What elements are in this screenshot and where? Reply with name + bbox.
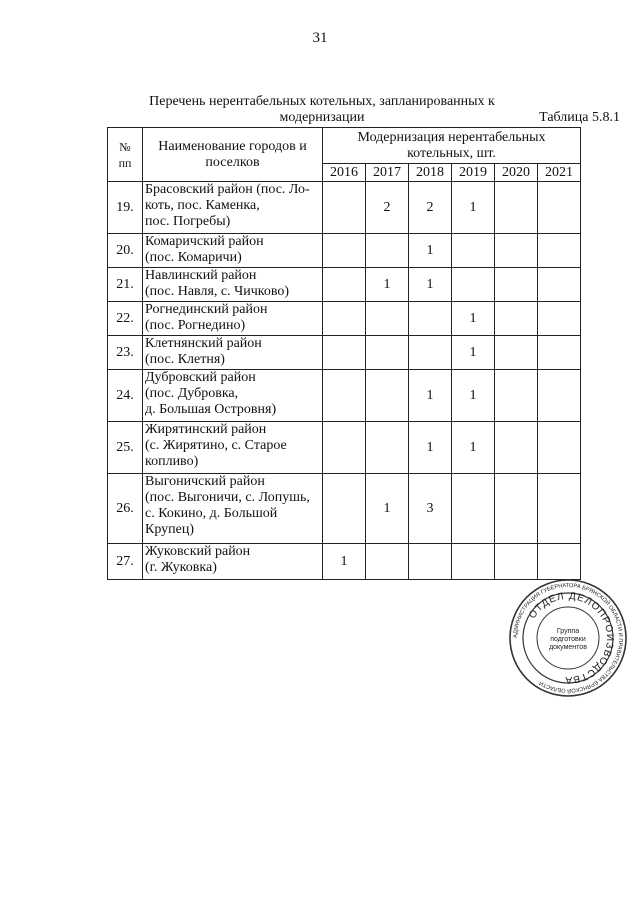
stamp-center-line: документов [549,644,587,651]
row-number: 20. [108,234,143,268]
year-value [323,474,366,544]
year-value [538,544,581,580]
row-number: 27. [108,544,143,580]
district-name: Рогнединский район (пос. Рогнедино) [143,302,323,336]
table-row [108,234,581,268]
year-value [323,182,366,234]
table-row [108,336,581,370]
year-value [538,474,581,544]
year-value: 1 [323,544,366,580]
table-row [108,544,581,580]
year-value [538,336,581,370]
year-value: 2 [409,182,452,234]
year-value: 1 [409,234,452,268]
year-value [495,234,538,268]
year-value [323,302,366,336]
year-value [452,474,495,544]
year-value [538,234,581,268]
year-value: 2 [366,182,409,234]
year-value: 1 [452,302,495,336]
header-year: 2021 [538,164,581,182]
year-value: 1 [452,370,495,422]
row-number: 26. [108,474,143,544]
year-value [538,268,581,302]
row-number: 19. [108,182,143,234]
stamp-center-line: подготовки [550,636,586,643]
year-value [495,544,538,580]
table-body [108,182,581,580]
year-value [323,370,366,422]
district-name: Комаричский район (пос. Комаричи) [143,234,323,268]
table-caption-line2: модернизации [279,110,365,125]
year-value [538,422,581,474]
table-caption-line1: Перечень нерентабельных котельных, запланированных к [149,94,495,109]
year-value [323,268,366,302]
year-value [366,302,409,336]
year-value: 1 [409,268,452,302]
year-value [323,234,366,268]
header-modernization: Модернизация нерентабельных котельных, шт. [323,128,581,164]
row-number: 22. [108,302,143,336]
header-year: 2020 [495,164,538,182]
year-value: 1 [366,474,409,544]
office-stamp [508,578,628,698]
year-value [323,336,366,370]
year-value [495,302,538,336]
year-value [366,234,409,268]
year-value [366,370,409,422]
year-value [452,544,495,580]
year-value [409,336,452,370]
page-number: 31 [312,30,328,46]
district-name: Жирятинский район (с. Жирятино, с. Старое копливо) [143,422,323,474]
header-year: 2016 [323,164,366,182]
boiler-modernization-table [107,127,581,580]
stamp-ring-text: АДМИНИСТРАЦИЯ ГУБЕРНАТОРА БРЯНСКОЙ ОБЛАСТИ И ПРАВИТЕЛЬСТВА БРЯНСКОЙ ОБЛАСТИ [512,582,624,694]
year-value: 1 [366,268,409,302]
district-name: Навлинский район (пос. Навля, с. Чичково) [143,268,323,302]
year-value [366,544,409,580]
row-number: 21. [108,268,143,302]
district-name: Дубровский район (пос. Дубровка, д. Большая Островня) [143,370,323,422]
district-name: Жуковский район (г. Жуковка) [143,544,323,580]
table-row [108,182,581,234]
stamp-inner-text: ОТДЕЛ ДЕЛОПРОИЗВОДСТВА [527,590,616,686]
header-number: № пп [108,128,143,182]
district-name: Клетнянский район (пос. Клетня) [143,336,323,370]
year-value [452,234,495,268]
district-name: Брасовский район (пос. Ло- коть, пос. Каменка, пос. Погребы) [143,182,323,234]
table-row [108,370,581,422]
table-row [108,302,581,336]
year-value [495,336,538,370]
row-number: 24. [108,370,143,422]
year-value [538,302,581,336]
year-value [495,182,538,234]
year-value [538,182,581,234]
year-value [452,268,495,302]
year-value [409,302,452,336]
table-label: Таблица 5.8.1 [539,110,620,125]
table-row [108,422,581,474]
year-value [409,544,452,580]
table-row [108,474,581,544]
year-value [495,268,538,302]
row-number: 25. [108,422,143,474]
header-year: 2018 [409,164,452,182]
header-year: 2017 [366,164,409,182]
district-name: Выгоничский район (пос. Выгоничи, с. Лопушь, с. Кокино, д. Большой Крупец) [143,474,323,544]
year-value [495,474,538,544]
year-value [495,370,538,422]
year-value [538,370,581,422]
header-name: Наименование городов и поселков [143,128,323,182]
year-value: 3 [409,474,452,544]
year-value: 1 [409,422,452,474]
year-value [366,422,409,474]
year-value [366,336,409,370]
year-value: 1 [409,370,452,422]
table-row [108,268,581,302]
year-value: 1 [452,182,495,234]
stamp-center-line: Группа [556,628,580,635]
year-value [323,422,366,474]
row-number: 23. [108,336,143,370]
header-year: 2019 [452,164,495,182]
year-value: 1 [452,422,495,474]
year-value: 1 [452,336,495,370]
year-value [495,422,538,474]
